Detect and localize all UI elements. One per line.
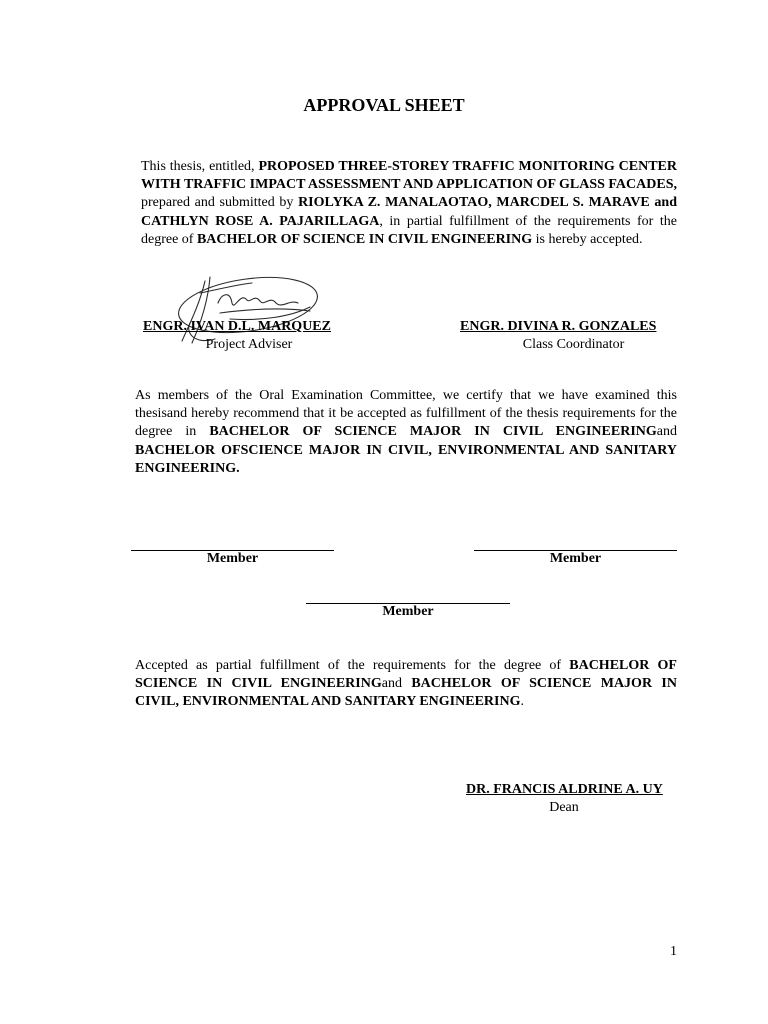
- adviser-role: Project Adviser: [205, 337, 293, 352]
- page-number: 1: [670, 944, 677, 959]
- adviser-name: ENGR. IVAN D.L. MARQUEZ: [143, 319, 331, 334]
- para1-text-3: , in partial fulfillment of the requirements for the degree of: [141, 213, 677, 247]
- para3-text-1: Accepted as partial fulfillment of the requirements for the degree of: [135, 658, 570, 673]
- thesis-paragraph: [141, 158, 677, 249]
- member-label-right: Member: [549, 551, 602, 566]
- acceptance-paragraph: [135, 657, 677, 712]
- authors: RIOLYKA Z. MANALAOTAO, MARCDEL S. MARAVE and CATHLYN ROSE A. PAJARILLAGA: [141, 195, 678, 229]
- member-label-center: Member: [382, 604, 434, 619]
- coordinator-name: ENGR. DIVINA R. GONZALES: [460, 319, 657, 334]
- page-title: APPROVAL SHEET: [303, 95, 465, 115]
- degree-civil-2: BACHELOR OF SCIENCE IN CIVIL ENGINEERING: [135, 658, 677, 692]
- para3-text-3: .: [520, 694, 524, 710]
- degree-environmental-2: BACHELOR OF SCIENCE MAJOR IN CIVIL, ENVIRONMENTAL AND SANITARY ENGINEERING: [135, 676, 677, 710]
- thesis-title: PROPOSED THREE-STOREY TRAFFIC MONITORING CENTER WITH TRAFFIC IMPACT ASSESSMENT AND APPLICATION OF GLASS FACADES,: [141, 159, 677, 193]
- para2-text-2: and: [656, 424, 677, 440]
- degree-civil: BACHELOR OF SCIENCE MAJOR IN CIVIL ENGINEERING: [209, 424, 657, 440]
- para3-text-2: and: [381, 676, 412, 692]
- degree-name: BACHELOR OF SCIENCE IN CIVIL ENGINEERING: [196, 231, 533, 247]
- committee-paragraph: [135, 387, 677, 478]
- para2-text-1: As members of the Oral Examination Committee, we certify that we have examined this thesisand hereby recommend that it be accepted as fulfillment of the thesis requirements for the degree in: [135, 388, 677, 440]
- dean-name: DR. FRANCIS ALDRINE A. UY: [466, 782, 663, 797]
- dean-role: Dean: [549, 800, 579, 815]
- member-label-left: Member: [206, 551, 259, 566]
- coordinator-role: Class Coordinator: [522, 337, 625, 352]
- degree-environmental: BACHELOR OFSCIENCE MAJOR IN CIVIL, ENVIRONMENTAL AND SANITARY ENGINEERING.: [135, 442, 677, 476]
- para1-text-2: prepared and submitted by: [141, 195, 299, 211]
- para1-text-4: is hereby accepted.: [532, 231, 643, 247]
- para1-text-1: This thesis, entitled,: [141, 159, 259, 174]
